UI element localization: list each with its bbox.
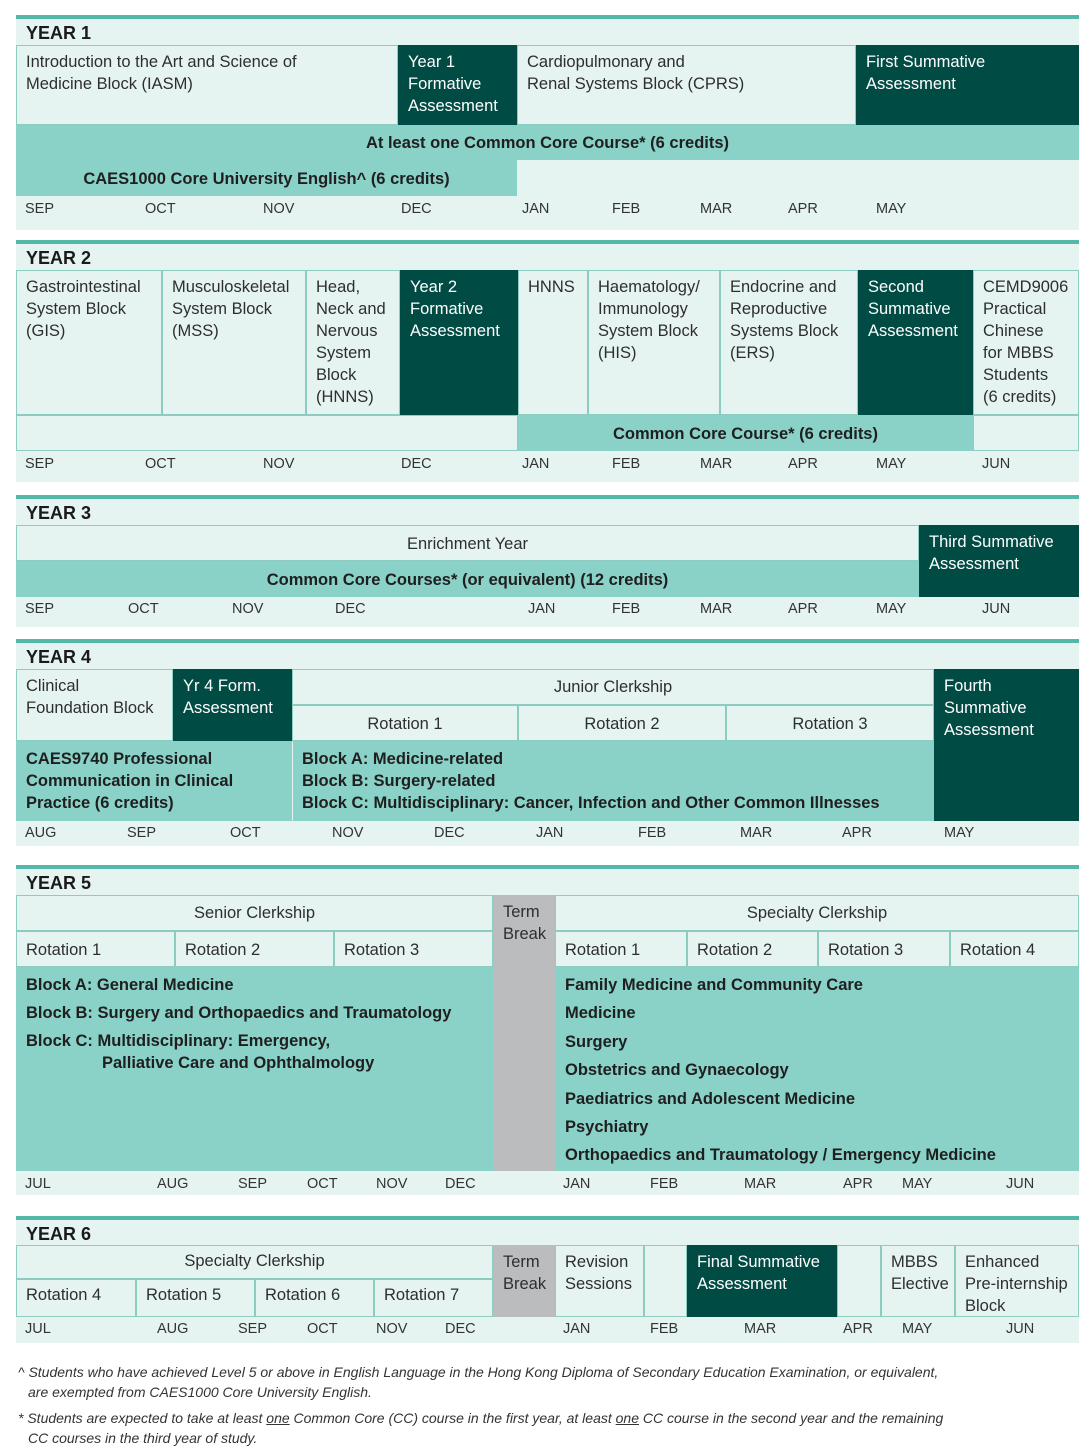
year2-title: YEAR 2: [26, 248, 92, 268]
year4-month: APR: [842, 825, 872, 841]
year6-month: OCT: [307, 1321, 338, 1337]
specialty-rotation: Rotation 4: [950, 931, 1079, 967]
year2-month: FEB: [612, 456, 641, 472]
cprs-block: Cardiopulmonary and Renal Systems Block (CPRS): [517, 45, 856, 125]
specialty-item: Paediatrics and Adolescent Medicine: [565, 1089, 856, 1108]
specialty-rotation: Rotation 1: [555, 931, 687, 967]
senior-rotation: Rotation 2: [175, 931, 334, 967]
year6-month: NOV: [376, 1321, 408, 1337]
footnote-star-part: CC course in the second year and the remaining: [639, 1410, 944, 1426]
year1-month: MAR: [700, 201, 733, 217]
year3-month: MAY: [876, 601, 907, 617]
year1-formative-assessment: Year 1 Formative Assessment: [398, 45, 517, 125]
specialty-item: Surgery: [565, 1032, 628, 1051]
junior-rotation: Rotation 2: [518, 705, 726, 741]
caes1000-course: CAES1000 Core University English^ (6 credits): [16, 160, 517, 196]
ers-block: Endocrine and Reproductive Systems Block (ERS): [720, 270, 858, 415]
junior-rotation: Rotation 3: [726, 705, 934, 741]
year4-month: MAR: [740, 825, 773, 841]
footnote-underline: one: [266, 1410, 290, 1426]
year6-specialty-clerkship: Specialty Clerkship: [16, 1245, 493, 1279]
year3-month: SEP: [25, 601, 55, 617]
year5-month: JUN: [1006, 1176, 1035, 1192]
year5-month: MAY: [902, 1176, 933, 1192]
year2-month: MAR: [700, 456, 733, 472]
year3-month: APR: [788, 601, 818, 617]
second-summative-assessment: Second Summative Assessment: [858, 270, 973, 415]
senior-clerkship: Senior Clerkship: [16, 895, 493, 931]
hnns-continued: HNNS: [518, 270, 588, 415]
year6-rotation: Rotation 5: [136, 1279, 255, 1317]
year6-rotation: Rotation 7: [374, 1279, 493, 1317]
year2-month: MAY: [876, 456, 907, 472]
year3-month: JUN: [982, 601, 1011, 617]
specialty-clerkship: Specialty Clerkship: [555, 895, 1079, 931]
year2-month: OCT: [145, 456, 176, 472]
year4-month: AUG: [25, 825, 57, 841]
specialty-item: Medicine: [565, 1004, 636, 1023]
final-summative-assessment: Final Summative Assessment: [687, 1245, 837, 1317]
junior-rotation: Rotation 1: [292, 705, 518, 741]
year6-term-break: Term Break: [493, 1245, 555, 1317]
year1-spacer: [517, 160, 1079, 196]
year5-senior-blocks: [16, 967, 493, 1171]
year2-spacer: [16, 415, 518, 451]
year4-title: YEAR 4: [26, 647, 92, 667]
year6-month: FEB: [650, 1321, 679, 1337]
year2-month: DEC: [401, 456, 432, 472]
year4-blocks: Block A: Medicine-related Block B: Surgery-related Block C: Multidisciplinary: Cancer, Infection and Other Common Illnesses: [292, 741, 934, 821]
year3-month: OCT: [128, 601, 159, 617]
his-block: Haematology/ Immunology System Block (HIS): [588, 270, 720, 415]
year5-month: FEB: [650, 1176, 679, 1192]
year4-month: FEB: [638, 825, 667, 841]
year5-month: DEC: [445, 1176, 476, 1192]
year2-month: NOV: [263, 456, 295, 472]
revision-sessions: Revision Sessions: [555, 1245, 644, 1317]
year5-month: JAN: [563, 1176, 591, 1192]
year5-month: NOV: [376, 1176, 408, 1192]
mss-block: Musculoskeletal System Block (MSS): [162, 270, 306, 415]
year2-month: JAN: [522, 456, 550, 472]
footnote-underline: one: [615, 1410, 639, 1426]
footnote-star-continued: CC courses in the third year of study.: [28, 1430, 258, 1446]
year4-formative-assessment: Yr 4 Form. Assessment: [173, 669, 292, 741]
footnote-caret: ^ Students who have achieved Level 5 or above in English Language in the Hong Kong Diploma of Secondary Education Examination, or equivalent,: [18, 1364, 939, 1380]
year1-month: DEC: [401, 201, 432, 217]
year6-month: AUG: [157, 1321, 189, 1337]
year6-spacer: [644, 1245, 687, 1317]
year3-common-core: Common Core Courses* (or equivalent) (12 credits): [16, 561, 919, 597]
year2-month: JUN: [982, 456, 1011, 472]
year5-month: APR: [843, 1176, 873, 1192]
year5-title: YEAR 5: [26, 873, 92, 893]
year5-month: JUL: [25, 1176, 51, 1192]
year4-month: DEC: [434, 825, 465, 841]
year4-month: SEP: [127, 825, 157, 841]
first-summative-assessment: First Summative Assessment: [856, 45, 1079, 125]
year2-spacer-right: [973, 415, 1079, 451]
year3-month: JAN: [528, 601, 556, 617]
year3-month: FEB: [612, 601, 641, 617]
year6-spacer: [837, 1245, 881, 1317]
enrichment-year: Enrichment Year: [16, 525, 919, 561]
year1-month: JAN: [522, 201, 550, 217]
year4-month: NOV: [332, 825, 364, 841]
block-b-surgery: Block B: Surgery and Orthopaedics and Traumatology: [26, 1004, 452, 1022]
year5-term-break: Term Break: [493, 895, 555, 1171]
year1-month: APR: [788, 201, 818, 217]
year5-specialty-list: [555, 967, 1079, 1171]
footnote-star-part: Common Core (CC) course in the first year, at least: [289, 1410, 616, 1426]
gis-block: Gastrointestinal System Block (GIS): [16, 270, 162, 415]
cemd9006-course: CEMD9006 Practical Chinese for MBBS Students (6 credits): [973, 270, 1079, 415]
year5-month: OCT: [307, 1176, 338, 1192]
year2-formative-assessment: Year 2 Formative Assessment: [400, 270, 518, 415]
pre-internship-block: Enhanced Pre-internship Block: [955, 1245, 1079, 1317]
year5-month: SEP: [238, 1176, 268, 1192]
specialty-item: Orthopaedics and Traumatology / Emergency Medicine: [565, 1146, 996, 1165]
senior-rotation: Rotation 3: [334, 931, 493, 967]
year6-title: YEAR 6: [26, 1224, 92, 1244]
year1-month: NOV: [263, 201, 295, 217]
senior-rotation: Rotation 1: [16, 931, 175, 967]
year1-month: OCT: [145, 201, 176, 217]
year1-common-core: At least one Common Core Course* (6 credits): [16, 125, 1079, 160]
year3-month: MAR: [700, 601, 733, 617]
specialty-rotation: Rotation 3: [818, 931, 950, 967]
footnote-star: [18, 1408, 943, 1428]
fourth-summative-assessment: Fourth Summative Assessment: [934, 669, 1079, 821]
hnns-block: Head, Neck and Nervous System Block (HNNS): [306, 270, 400, 415]
block-a-general-medicine: Block A: General Medicine: [26, 976, 234, 994]
year1-month: FEB: [612, 201, 641, 217]
year6-month: JUL: [25, 1321, 51, 1337]
year3-month: NOV: [232, 601, 264, 617]
year2-common-core: Common Core Course* (6 credits): [518, 415, 973, 451]
year4-month: JAN: [536, 825, 564, 841]
specialty-rotation: Rotation 2: [687, 931, 818, 967]
third-summative-assessment: Third Summative Assessment: [919, 525, 1079, 597]
year6-month: APR: [843, 1321, 873, 1337]
year6-month: MAY: [902, 1321, 933, 1337]
year3-title: YEAR 3: [26, 503, 92, 523]
specialty-item: Family Medicine and Community Care: [565, 976, 863, 994]
specialty-item: Obstetrics and Gynaecology: [565, 1061, 789, 1080]
year3-month: DEC: [335, 601, 366, 617]
year6-month: SEP: [238, 1321, 268, 1337]
iasm-block: Introduction to the Art and Science of Medicine Block (IASM): [16, 45, 398, 125]
year5-month: MAR: [744, 1176, 777, 1192]
year6-month: JAN: [563, 1321, 591, 1337]
year6-month: MAR: [744, 1321, 777, 1337]
clinical-foundation-block: Clinical Foundation Block: [16, 669, 173, 741]
mbbs-elective: MBBS Elective: [881, 1245, 955, 1317]
year5-month: AUG: [157, 1176, 189, 1192]
year6-rotation: Rotation 4: [16, 1279, 136, 1317]
footnote-star-part: * Students are expected to take at least: [18, 1410, 267, 1426]
year1-month: MAY: [876, 201, 907, 217]
year1-month: SEP: [25, 201, 55, 217]
block-c-multidisciplinary: Block C: Multidisciplinary: Emergency,: [26, 1032, 331, 1050]
year4-month: MAY: [944, 825, 975, 841]
year2-month: SEP: [25, 456, 55, 472]
block-c-continued: Palliative Care and Ophthalmology: [102, 1054, 375, 1072]
year6-month: DEC: [445, 1321, 476, 1337]
year6-month: JUN: [1006, 1321, 1035, 1337]
caes9740-course: CAES9740 Professional Communication in Clinical Practice (6 credits): [16, 741, 292, 821]
specialty-item: Psychiatry: [565, 1117, 649, 1136]
year1-title: YEAR 1: [26, 23, 92, 43]
year2-month: APR: [788, 456, 818, 472]
year4-month: OCT: [230, 825, 261, 841]
junior-clerkship: Junior Clerkship: [292, 669, 934, 705]
footnote-caret-continued: are exempted from CAES1000 Core University English.: [28, 1384, 372, 1400]
year6-rotation: Rotation 6: [255, 1279, 374, 1317]
